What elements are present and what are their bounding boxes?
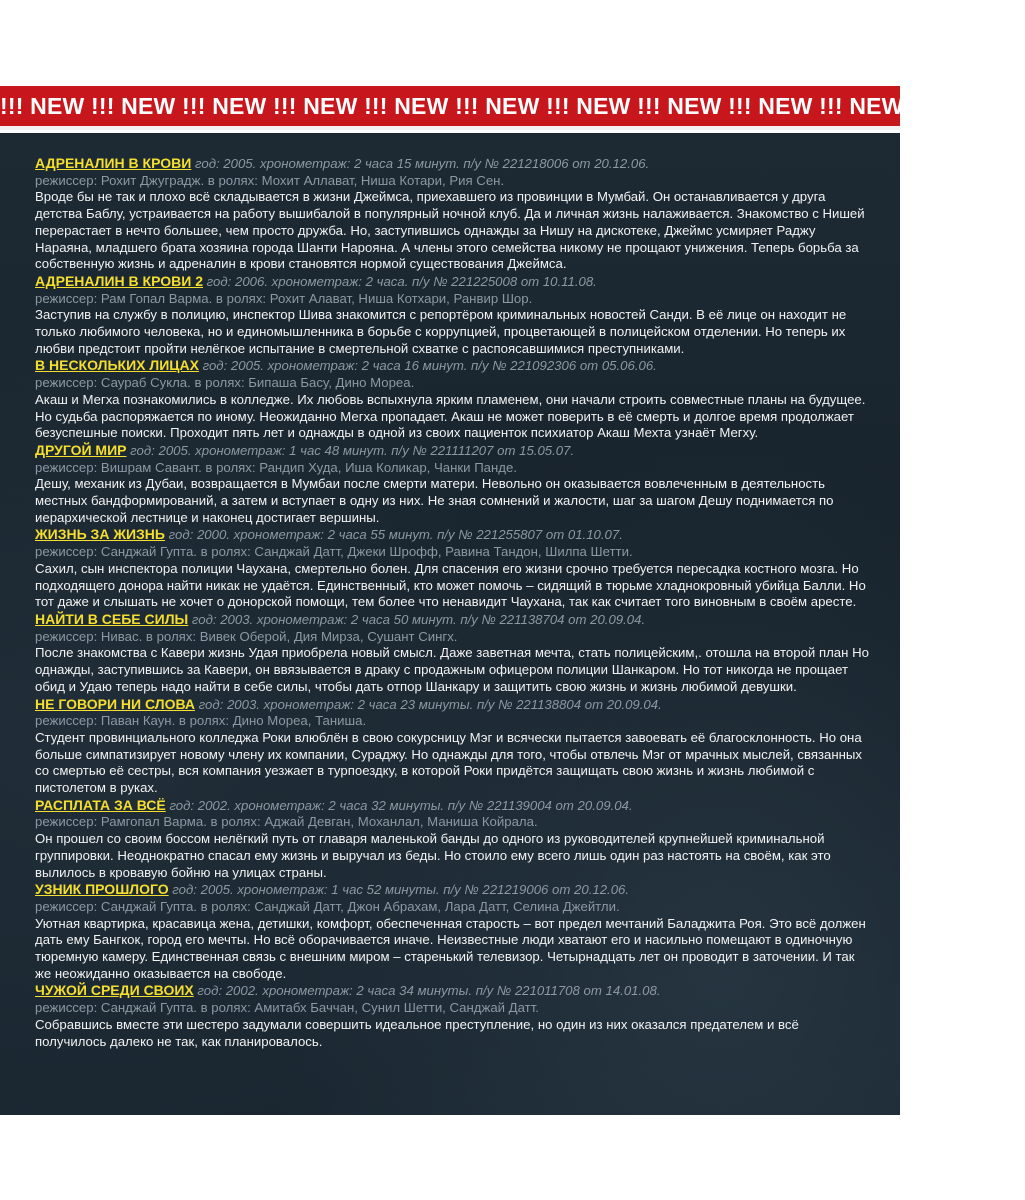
film-entry: [35, 611, 871, 696]
film-description: Он прошел со своим боссом нелёгкий путь от главаря маленькой банды до одного из руководителей крупнейшей криминальной группировки. Неоднократно спасал ему жизнь и выручал из беды. Но стоило ему всего лишь один раз настоять на своём, как это вылилось в кровавую бойню на улицах страны.: [35, 831, 831, 880]
film-description: Сахил, сын инспектора полиции Чаухана, смертельно болен. Для спасения его жизни срочно требуется пересадка костного мозга. Но подходящего донора найти никак не удаётся. Единственный, кто может помочь – сидящий в тюрьме хладнокровный убийца Балли. Но тот даже и слышать не хочет о донорской помощи, тем более что ненавидит Чаухана, так как считает того виновным в своём аресте.: [35, 560, 866, 610]
film-entry: [35, 442, 871, 527]
film-description: Собравшись вместе эти шестеро задумали совершить идеальное преступление, но один из них оказался предателем и всё получилось далеко не так, как планировалось.: [35, 1016, 799, 1049]
film-meta: год: 2003. хронометраж: 2 часа 23 минуты. п/у № 221138804 от 20.09.04.: [198, 696, 662, 712]
film-heading: [35, 357, 871, 375]
film-entry: [35, 982, 871, 1050]
film-entry: [35, 273, 871, 358]
film-meta: год: 2000. хронометраж: 2 часа 55 минут. п/у № 221255807 от 01.10.07.: [168, 527, 623, 543]
film-credits: режиссер: Санджай Гупта. в ролях: Санджай Датт, Джеки Шрофф, Равина Тандон, Шилпа Шетти.: [35, 544, 633, 560]
film-title: НАЙТИ В СЕБЕ СИЛЫ: [35, 610, 189, 627]
film-description: Вроде бы не так и плохо всё складывается в жизни Джеймса, приехавшего из провинции в Мумбай. Он останавливается у друга детства Баблу, устраивается на работу вышибалой в популярный ночной клуб. Да и личная жизнь налаживается. Знакомство с Нишей перерастает в нечто большее, чем просто дружба. Но, заступившись однажды за Нишу на дискотеке, Джеймс усмиряет Раджу Нараяна, младшего брата хозяина города Шанти Нарояна. А члены этого семейства никому не прощают унижения. Теперь борьба за собственную жизнь и адреналин в крови становятся нормой существования Джеймса.: [35, 189, 865, 272]
film-credits: режиссер: Нивас. в ролях: Вивек Оберой, Дия Мирза, Сушант Сингх.: [35, 628, 458, 644]
film-meta: год: 2006. хронометраж: 2 часа. п/у № 221225008 от 10.11.08.: [206, 273, 597, 289]
film-credits: режиссер: Санджай Гупта. в ролях: Амитабх Баччан, Сунил Шетти, Санджай Датт.: [35, 1000, 539, 1016]
film-description: Студент провинциального колледжа Роки влюблён в свою сокурсницу Мэг и всячески пытается завоевать её благосклонность. Но она больше симпатизирует новому члену их компании, Сураджу. Но однажды для того, чтобы отвлечь Мэг от мрачных мыслей, связанных со смертью её сестры, вся компания уезжает в турпоездку, в которой Роки придётся защищать свою жизнь и жизнь любимой с пистолетом в руках.: [35, 729, 862, 796]
film-title: АДРЕНАЛИН В КРОВИ 2: [35, 272, 203, 289]
new-banner-text: !!! NEW !!! NEW !!! NEW !!! NEW !!! NEW !!! NEW !!! NEW !!! NEW !!! NEW !!! NEW !!! NEW !!!: [0, 93, 1025, 119]
film-entry: [35, 797, 871, 882]
film-entry: [35, 155, 871, 273]
film-heading: [35, 797, 871, 815]
film-description: Заступив на службу в полицию, инспектор Шива знакомится с репортёром криминальных новостей Санди. В её лице он находит не только любимого человека, но и единомышленника в борьбе с коррупцией, процветающей в полицейском отделении. Но теперь их любви предстоит пройти нелёгкое испытание в смертельной схватке с распоясавшимися преступниками.: [35, 307, 847, 356]
film-title: ЖИЗНЬ ЗА ЖИЗНЬ: [35, 526, 165, 543]
film-heading: [35, 155, 871, 173]
film-meta: год: 2005. хронометраж: 2 часа 15 минут. п/у № 221218006 от 20.12.06.: [195, 156, 650, 171]
film-meta: год: 2002. хронометраж: 2 часа 34 минуты. п/у № 221011708 от 14.01.08.: [197, 983, 661, 999]
film-title: ЧУЖОЙ СРЕДИ СВОИХ: [35, 982, 194, 999]
film-meta: год: 2005. хронометраж: 1 час 52 минуты. п/у № 221219006 от 20.12.06.: [172, 882, 630, 898]
film-heading: [35, 982, 871, 1000]
film-entry: [35, 526, 871, 611]
film-list: [35, 155, 871, 1050]
film-heading: [35, 881, 871, 899]
film-heading: [35, 273, 871, 291]
new-banner: [0, 86, 1025, 130]
film-entry: [35, 881, 871, 982]
film-title: АДРЕНАЛИН В КРОВИ: [35, 155, 192, 171]
film-credits: режиссер: Санджай Гупта. в ролях: Санджай Датт, Джон Абрахам, Лара Датт, Селина Джейтли.: [35, 898, 620, 914]
film-title: ДРУГОЙ МИР: [35, 441, 127, 458]
film-description: Уютная квартирка, красавица жена, детишки, комфорт, обеспеченная старость – вот предел мечтаний Баладжита Роя. Это всё должен дать ему Бангкок, город его мечты. Но всё оборачивается иначе. Неизвестные люди хватают его и насильно помещают в одиночную тюремную камеру. Единственная связь с внешним миром – старенький телевизор. Четырнадцать лет он проводит в заточении. И так же неожиданно оказывается на свободе.: [35, 915, 866, 981]
film-credits: режиссер: Вишрам Савант. в ролях: Рандип Худа, Иша Коликар, Чанки Панде.: [35, 459, 517, 475]
film-heading: [35, 611, 871, 629]
film-title: В НЕСКОЛЬКИХ ЛИЦАХ: [35, 357, 199, 374]
film-credits: режиссер: Рамгопал Варма. в ролях: Аджай Девган, Моханлал, Маниша Койрала.: [35, 814, 538, 830]
film-credits: режиссер: Рам Гопал Варма. в ролях: Рохит Алават, Ниша Котхари, Ранвир Шор.: [35, 290, 533, 306]
film-meta: год: 2005. хронометраж: 1 час 48 минут. п/у № 221111207 от 15.05.07.: [130, 442, 575, 458]
film-title: РАСПЛАТА ЗА ВСЁ: [35, 796, 166, 813]
film-entry: [35, 696, 871, 797]
film-heading: [35, 526, 871, 544]
film-description: Дешу, механик из Дубаи, возвращается в Мумбаи после смерти матери. Невольно он оказывается вовлеченным в деятельность местных бандформирований, а затем и вступает в одну из них. Не зная сомнений и жалости, шаг за шагом Дешу поднимается по иерархической лестнице и наконец достигает вершины.: [35, 476, 834, 525]
film-description: После знакомства с Кавери жизнь Удая приобрела новый смысл. Даже заветная мечта, стать полицейским,. отошла на второй план Но однажды, заступившись за Кавери, он ввязывается в драку с продажным офицером полиции Шанкаром. Но тот никогда не прощает обид и Удаю теперь надо найти в себе силы, чтобы дать отпор Шанкару и защитить свою жизнь и жизнь любимой девушки.: [35, 645, 869, 694]
film-meta: год: 2003. хронометраж: 2 часа 50 минут. п/у № 221138704 от 20.09.04.: [191, 611, 646, 627]
film-meta: год: 2002. хронометраж: 2 часа 32 минуты. п/у № 221139004 от 20.09.04.: [169, 797, 633, 813]
film-entry: [35, 357, 871, 442]
film-heading: [35, 696, 871, 714]
film-heading: [35, 442, 871, 460]
film-credits: режиссер: Рохит Джуградж. в ролях: Мохит Аллават, Ниша Котари, Рия Сен.: [35, 172, 505, 188]
film-title: УЗНИК ПРОШЛОГО: [35, 881, 169, 898]
film-title: НЕ ГОВОРИ НИ СЛОВА: [35, 695, 195, 712]
film-credits: режиссер: Паван Каун. в ролях: Дино Мореа, Таниша.: [35, 713, 367, 729]
film-description: Акаш и Мегха познакомились в колледже. Их любовь вспыхнула ярким пламенем, они начали строить совместные планы на будущее. Но судьба распоряжается по иному. Неожиданно Мегха пропадает. Акаш не может поверить в её смерть и долгое время продолжает безуспешные поиски. Проходит пять лет и однажды в одной из своих пациенток психиатор Акаш Мехта узнаёт Мегху.: [35, 391, 866, 441]
film-credits: режиссер: Саураб Сукла. в ролях: Бипаша Басу, Дино Мореа.: [35, 375, 415, 391]
film-meta: год: 2005. хронометраж: 2 часа 16 минут. п/у № 221092306 от 05.06.06.: [202, 358, 657, 374]
film-list-panel: [0, 133, 900, 1115]
